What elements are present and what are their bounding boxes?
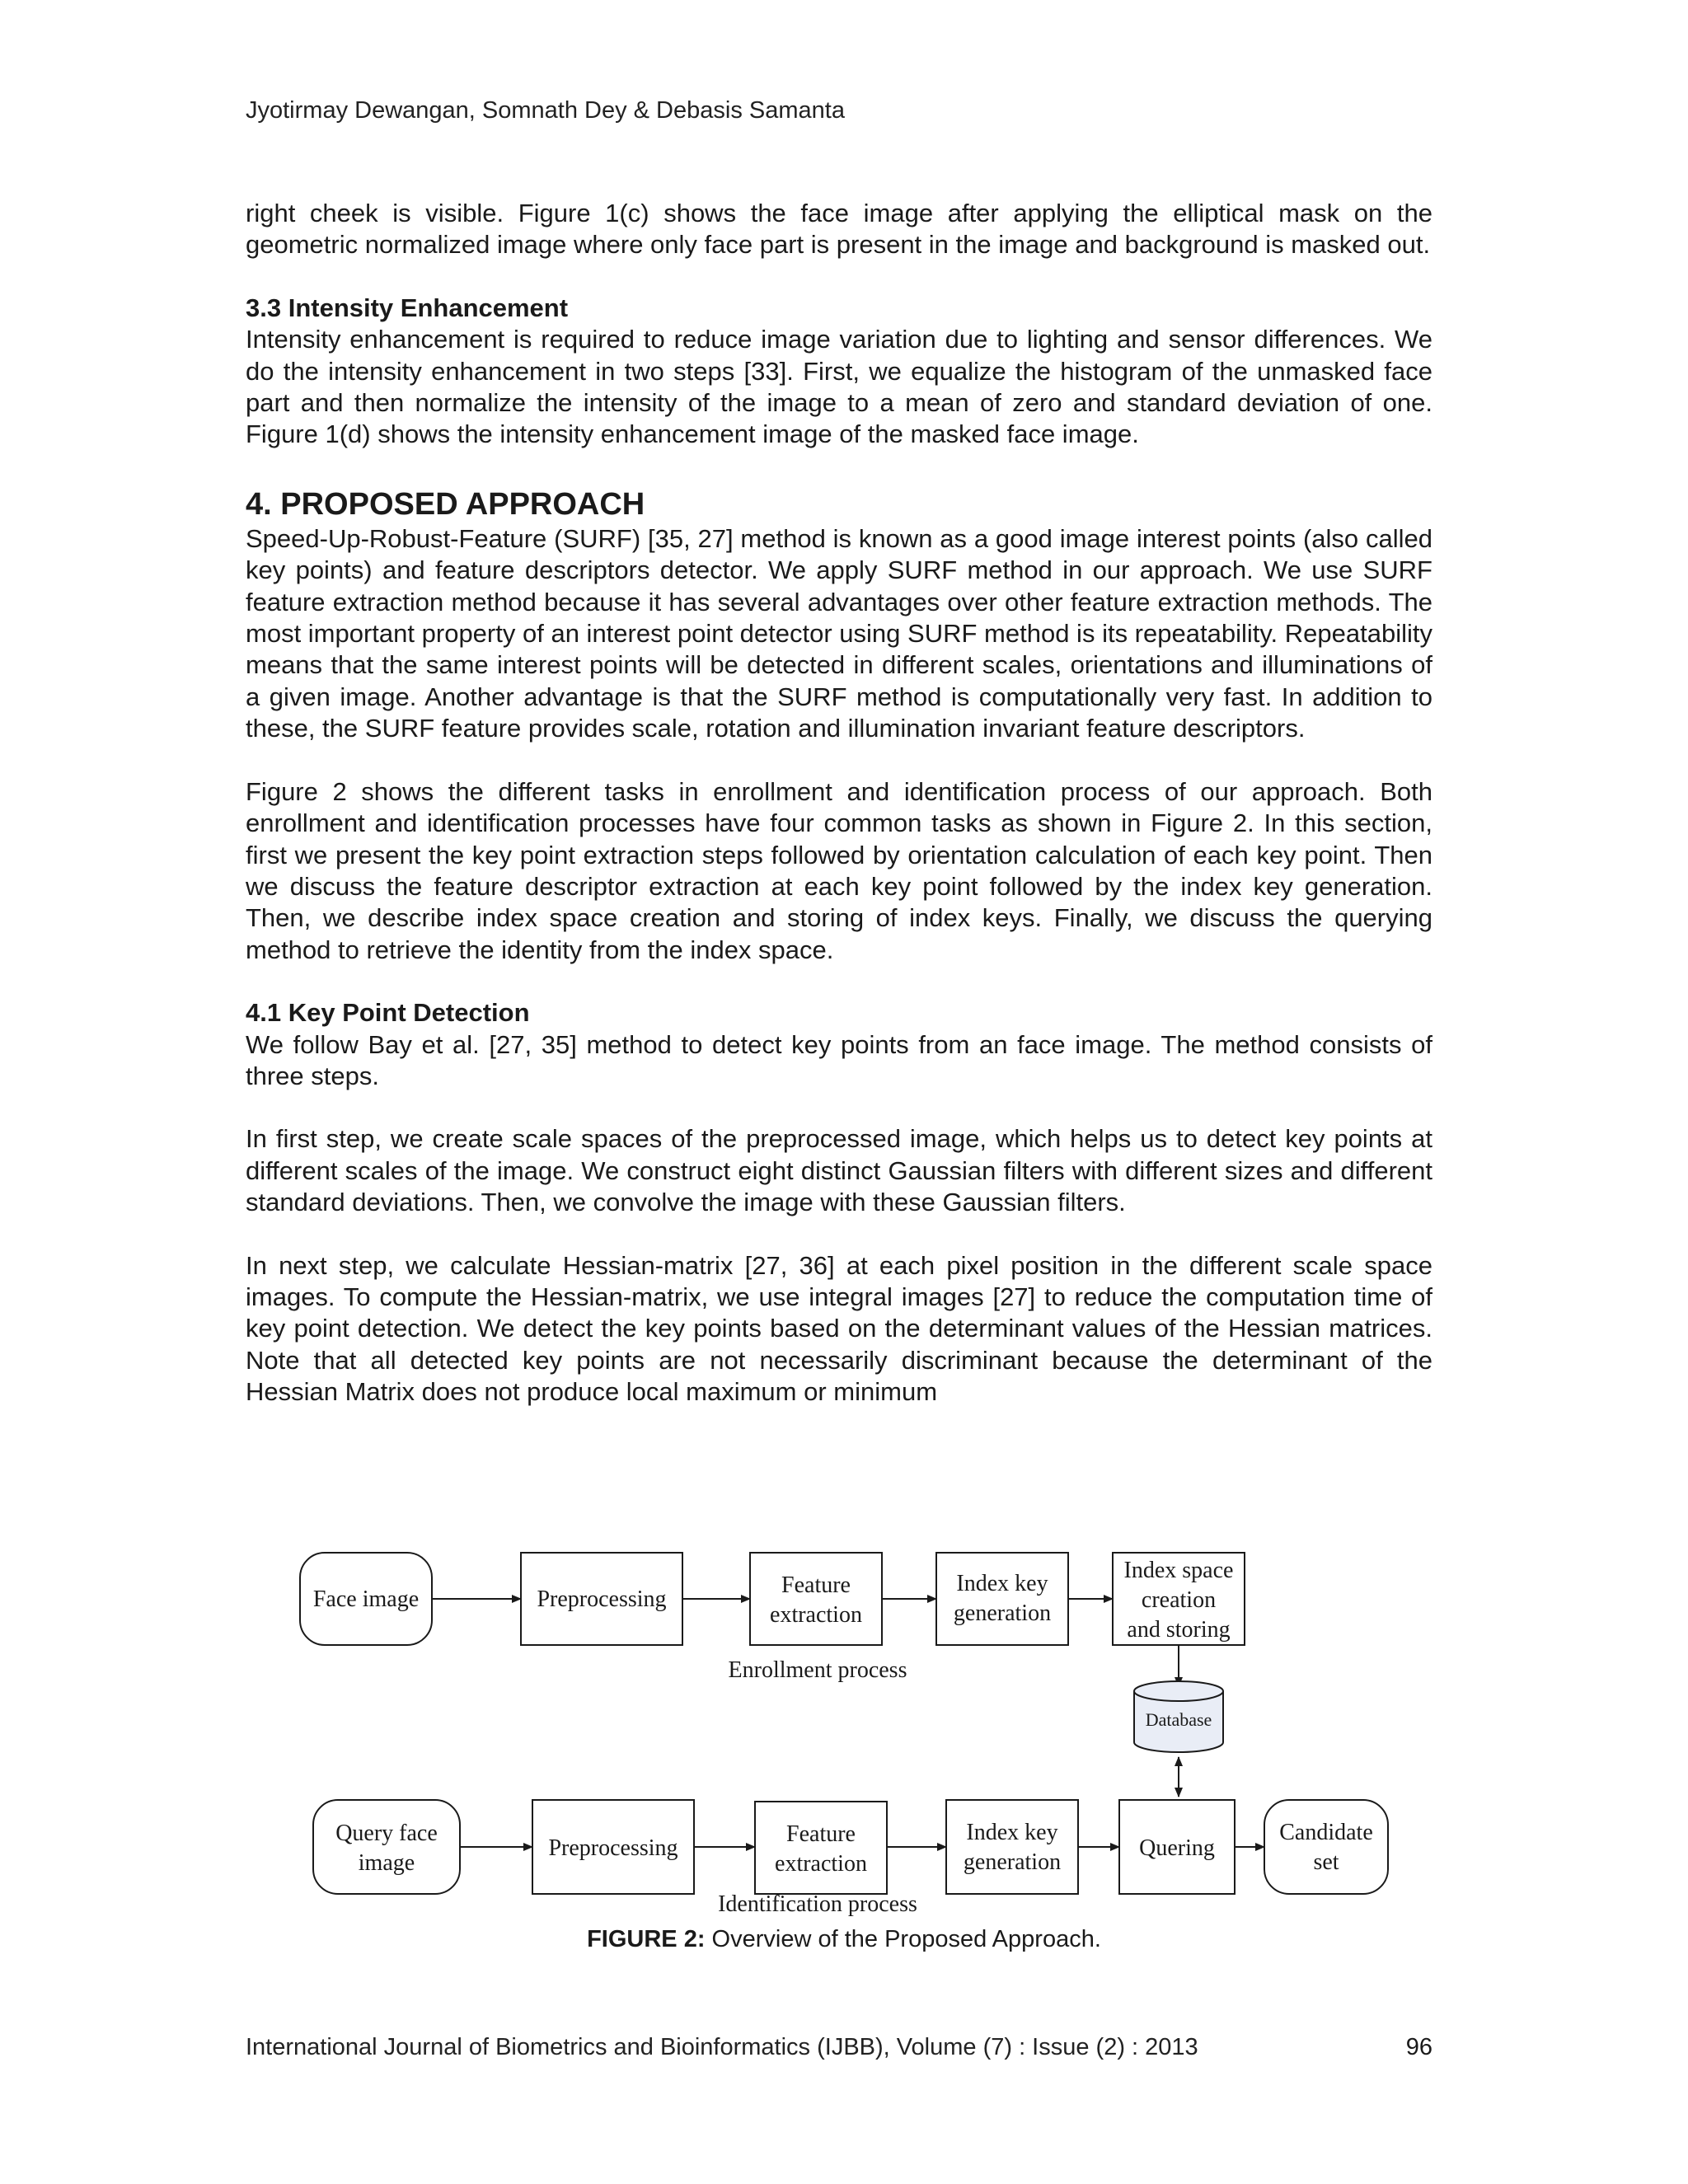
identify-index-key-label-1: Index key	[966, 1820, 1058, 1845]
index-space-label-3: and storing	[1127, 1617, 1231, 1643]
database-label: Database	[1145, 1709, 1212, 1730]
enroll-index-key-label-1: Index key	[956, 1571, 1048, 1596]
query-face-label-2: image	[358, 1850, 415, 1876]
enroll-index-key-label-2: generation	[953, 1601, 1052, 1626]
section-3-3-paragraph: Intensity enhancement is required to reduce image variation due to lighting and sensor differences. We do the intensity enhancement in two steps [33]. First, we equalize the histogram of the unmasked face part and then normalize the intensity of the image to a mean of zero and standard deviation of one. Figure 1(d) shows the intensity enhancement image of the masked face image.	[246, 325, 1432, 449]
identification-process-label: Identification process	[718, 1891, 917, 1917]
enroll-feature-label-1: Feature	[781, 1572, 851, 1598]
figure-caption	[0, 1926, 1688, 1953]
running-header: Jyotirmay Dewangan, Somnath Dey & Debasis Samanta	[246, 97, 845, 124]
index-space-label-2: creation	[1141, 1587, 1217, 1613]
section-4-1-paragraph-1: We follow Bay et al. [27, 35] method to detect key points from an face image. The method consists of three steps.	[246, 1029, 1432, 1090]
candidate-label-2: set	[1313, 1849, 1339, 1875]
identify-preprocessing-label: Preprocessing	[548, 1835, 678, 1861]
section-4-title: 4. PROPOSED APPROACH	[246, 486, 645, 522]
section-4-paragraph-2: Figure 2 shows the different tasks in enrollment and identification process of our approach. Both enrollment and identification processes have four common tasks as shown in Figure 2. In this section, first we present the key point extraction steps followed by orientation calculation of each key point. Then we discuss the feature descriptor extraction at each key point followed by the index key generation. Then, we describe index space creation and storing of index keys. Finally, we discuss the querying method to retrieve the identity from the index space.	[246, 776, 1432, 964]
enroll-index-key-box	[936, 1553, 1068, 1645]
caption-label: FIGURE 2:	[587, 1926, 706, 1952]
section-4-1-paragraph-3: In next step, we calculate Hessian-matrix [27, 36] at each pixel position in the different scale space images. To compute the Hessian-matrix, we use integral images [27] to reduce the computation time of key point detection. We detect the key points based on the determinant values of the Hessian matrices. Note that all detected key points are not necessarily discriminant because the determinant of the Hessian Matrix does not produce local maximum or minimum	[246, 1250, 1432, 1407]
section-3-3-title: 3.3 Intensity Enhancement	[246, 293, 569, 322]
enroll-feature-box	[750, 1553, 882, 1645]
index-space-label-1: Index space	[1123, 1558, 1234, 1583]
query-face-label-1: Query face	[335, 1821, 438, 1846]
candidate-label-1: Candidate	[1279, 1820, 1373, 1845]
page-number: 96	[1405, 2034, 1432, 2060]
identify-index-key-box	[946, 1800, 1078, 1894]
identify-feature-box	[755, 1802, 887, 1894]
identify-index-key-label-2: generation	[963, 1849, 1062, 1875]
caption-text: Overview of the Proposed Approach.	[705, 1926, 1101, 1952]
identify-feature-label-1: Feature	[786, 1821, 856, 1847]
section-4-1-paragraph-2: In first step, we create scale spaces of the preprocessed image, which helps us to detect key points at different scales of the image. We construct eight distinct Gaussian filters with different sizes and different standard deviations. Then, we convolve the image with these Gaussian filters.	[246, 1124, 1432, 1217]
enroll-feature-label-2: extraction	[770, 1602, 862, 1628]
body-text	[246, 198, 1432, 1408]
identify-feature-label-2: extraction	[775, 1851, 867, 1877]
candidate-set-box	[1264, 1800, 1388, 1894]
journal-footer: International Journal of Biometrics and Bioinformatics (IJBB), Volume (7) : Issue (2) : 2013	[246, 2034, 1198, 2060]
enrollment-process-label: Enrollment process	[728, 1657, 907, 1683]
face-image-label: Face image	[312, 1586, 420, 1612]
quering-label: Quering	[1139, 1835, 1215, 1861]
section-4-1-title: 4.1 Key Point Detection	[246, 998, 530, 1028]
section-4-paragraph-1: Speed-Up-Robust-Feature (SURF) [35, 27] method is known as a good image interest points (also called key points) and feature descriptors detector. We apply SURF method in our approach. We use SURF feature extraction method because it has several advantages over other feature extraction methods. The most important property of an interest point detector using SURF method is its repeatability. Repeatability means that the same interest points will be detected in different scales, orientations and illuminations of a given image. Another advantage is that the SURF method is computationally very fast. In addition to these, the SURF feature provides scale, rotation and illumination invariant feature descriptors.	[246, 523, 1432, 743]
query-face-box	[313, 1800, 460, 1894]
figure-2-diagram	[280, 1540, 1401, 1919]
enroll-preprocessing-label: Preprocessing	[537, 1586, 667, 1612]
intro-paragraph: right cheek is visible. Figure 1(c) shows the face image after applying the elliptical mask on the geometric normalized image where only face part is present in the image and background is masked out.	[246, 199, 1432, 260]
